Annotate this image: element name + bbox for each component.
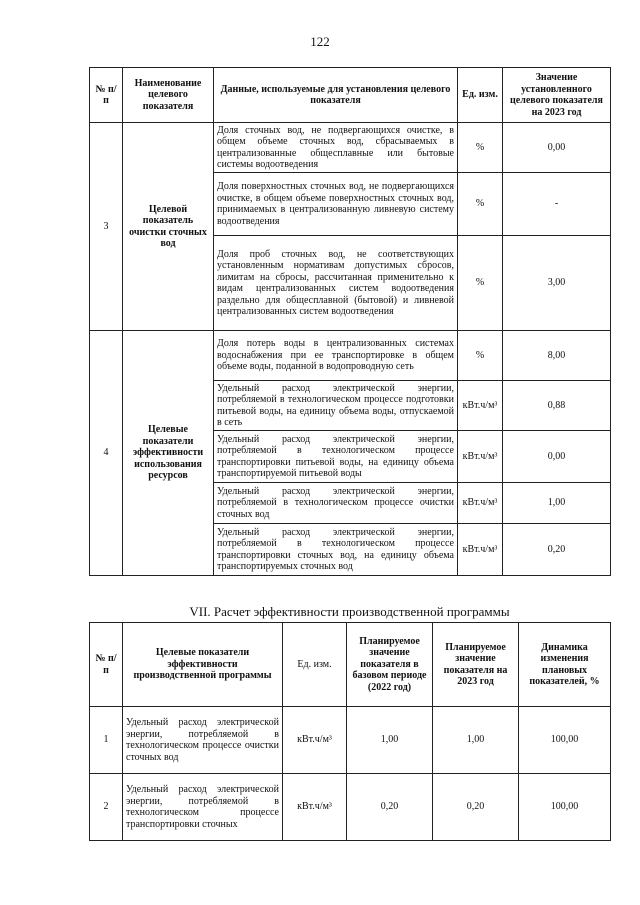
row-name: Удельный расход электрической энергии, потребляемой в технологическом процессе очистки сточных вод: [123, 707, 283, 774]
group-number: 3: [90, 123, 123, 331]
row-data: Удельный расход электрической энергии, потребляемой в технологическом процессе подготовки питьевой воды, на единицу объема воды, отпускаемой в сеть: [214, 381, 458, 431]
row-value: 0,00: [503, 431, 611, 483]
row-plan: 0,20: [433, 774, 519, 841]
group-number: 4: [90, 331, 123, 576]
row-value: 0,20: [503, 524, 611, 576]
row-value: 8,00: [503, 331, 611, 381]
row-unit: кВт.ч/м³: [458, 431, 503, 483]
table-row: [90, 123, 611, 173]
header-dynamics: Динамика изменения плановых показателей, %: [519, 623, 611, 707]
row-name: Удельный расход электрической энергии, потребляемой в технологическом процессе транспортировки сточных: [123, 774, 283, 841]
header-unit: Ед. изм.: [283, 623, 347, 707]
row-value: 0,88: [503, 381, 611, 431]
row-value: 3,00: [503, 236, 611, 331]
header-data: Данные, используемые для установления целевого показателя: [214, 68, 458, 123]
efficiency-table: [89, 622, 611, 841]
header-base: Планируемое значение показателя в базовом периоде (2022 год): [347, 623, 433, 707]
group-name: Целевые показатели эффективности использования ресурсов: [123, 331, 214, 576]
row-unit: %: [458, 331, 503, 381]
header-name: Наименование целевого показателя: [123, 68, 214, 123]
header-num: № п/п: [90, 68, 123, 123]
row-num: 1: [90, 707, 123, 774]
row-unit: кВт.ч/м³: [458, 381, 503, 431]
row-data: Удельный расход электрической энергии, потребляемой в технологическом процессе очистки сточных вод: [214, 483, 458, 524]
row-unit: %: [458, 123, 503, 173]
row-data: Доля поверхностных сточных вод, не подвергающихся очистке, в общем объеме поверхностных сточных вод, принимаемых в централизованную ливневую систему водоотведения: [214, 173, 458, 236]
row-dynamics: 100,00: [519, 707, 611, 774]
row-data: Доля проб сточных вод, не соответствующих установленным нормативам допустимых сбросов, лимитам на сбросы, рассчитанная применительно к видам централизованных систем водоотведения раздельно для общесплавной (бытовой) и ливневой централизованных систем водоотведения: [214, 236, 458, 331]
row-data: Удельный расход электрической энергии, потребляемой в технологическом процессе транспортировки питьевой воды, на единицу объема транспортируемой питьевой воды: [214, 431, 458, 483]
row-value: -: [503, 173, 611, 236]
header-unit: Ед. изм.: [458, 68, 503, 123]
row-unit: %: [458, 236, 503, 331]
header-value: Значение установленного целевого показателя на 2023 год: [503, 68, 611, 123]
row-data: Доля потерь воды в централизованных системах водоснабжения при ее транспортировке в общем объеме воды, поданной в водопроводную сеть: [214, 331, 458, 381]
table-header-row: [90, 623, 611, 707]
row-data: Доля сточных вод, не подвергающихся очистке, в общем объеме сточных вод, сбрасываемых в централизованные общесплавные или бытовые системы водоотведения: [214, 123, 458, 173]
header-num: № п/п: [90, 623, 123, 707]
table-header-row: [90, 68, 611, 123]
target-indicators-table: [89, 67, 611, 576]
table-row: [90, 774, 611, 841]
row-plan: 1,00: [433, 707, 519, 774]
row-data: Удельный расход электрической энергии, потребляемой в технологическом процессе транспортировки сточных вод, на единицу объема транспортируемых сточных вод: [214, 524, 458, 576]
section-title: VII. Расчет эффективности производственной программы: [189, 604, 510, 619]
row-num: 2: [90, 774, 123, 841]
header-name: Целевые показатели эффективности производственной программы: [123, 623, 283, 707]
row-unit: кВт.ч/м³: [458, 524, 503, 576]
row-dynamics: 100,00: [519, 774, 611, 841]
table-row: [90, 707, 611, 774]
row-unit: %: [458, 173, 503, 236]
row-value: 1,00: [503, 483, 611, 524]
row-base: 0,20: [347, 774, 433, 841]
table-row: [90, 331, 611, 381]
header-plan: Планируемое значение показателя на 2023 год: [433, 623, 519, 707]
row-unit: кВт.ч/м³: [283, 707, 347, 774]
row-unit: кВт.ч/м³: [283, 774, 347, 841]
group-name: Целевой показатель очистки сточных вод: [123, 123, 214, 331]
row-unit: кВт.ч/м³: [458, 483, 503, 524]
row-value: 0,00: [503, 123, 611, 173]
page-number: 122: [310, 34, 330, 49]
row-base: 1,00: [347, 707, 433, 774]
